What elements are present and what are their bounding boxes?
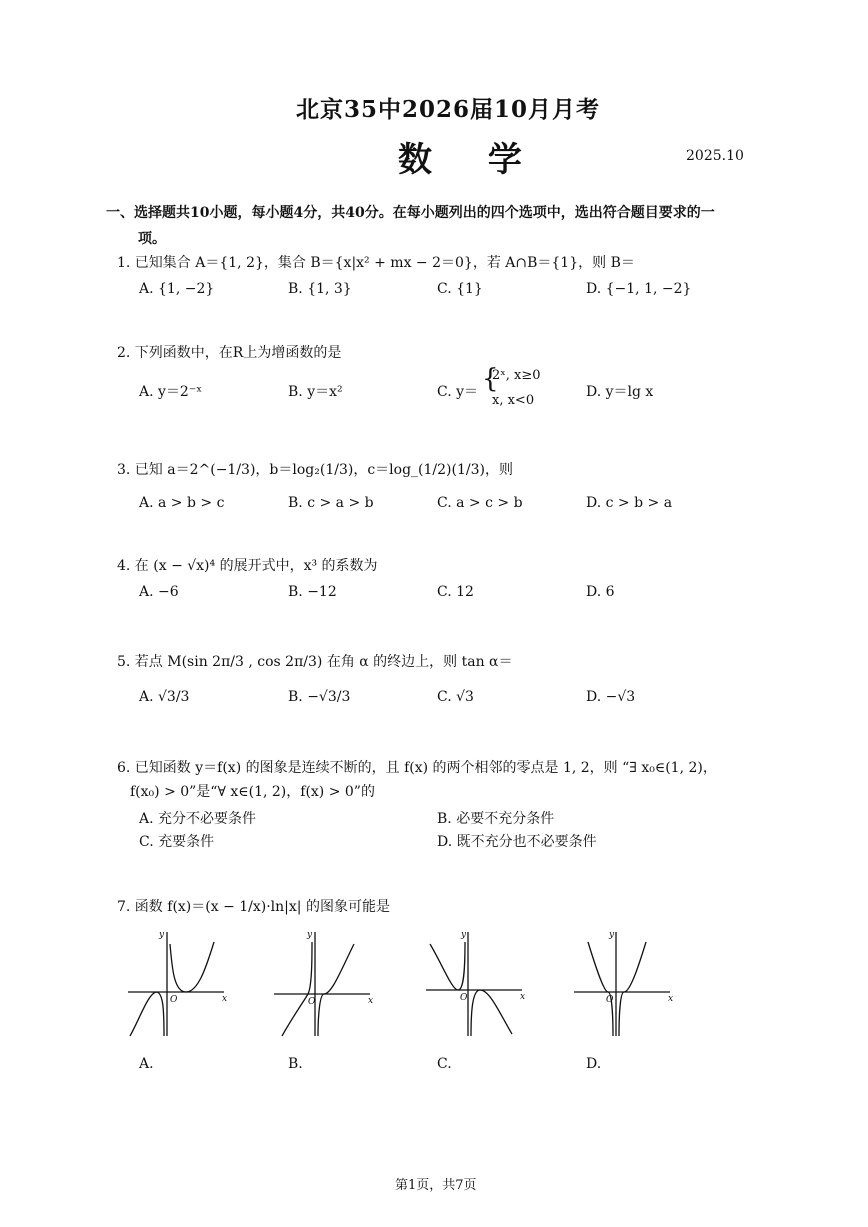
q6-option-c: C. 充要条件 [139, 834, 215, 850]
q2-piecewise-row2: x, x<0 [492, 393, 535, 408]
q4-option-b: B. −12 [288, 584, 337, 600]
question-2-stem: 2. 下列函数中，在R上为增函数的是 [117, 345, 342, 361]
section-heading-line2: 项。 [138, 231, 166, 247]
question-6-stem-line1: 6. 已知函数 y＝f(x) 的图象是连续不断的，且 f(x) 的两个相邻的零点是 1, 2，则 “∃ x₀∈(1, 2)， [117, 760, 717, 776]
curve-left [430, 942, 465, 990]
q1-option-d: D. {−1, 1, −2} [586, 281, 692, 297]
svg-text:y: y [609, 930, 615, 940]
curve-left [282, 942, 312, 1036]
q2-option-b: B. y＝x² [288, 384, 343, 400]
svg-text:O: O [308, 997, 316, 1007]
q3-option-b: B. c > a > b [288, 495, 374, 511]
question-6-stem-line2: f(x₀) > 0”是“∀ x∈(1, 2)，f(x) > 0”的 [130, 784, 375, 800]
svg-text:y: y [461, 930, 467, 940]
subject-title: 数 学 [398, 140, 544, 180]
q1-option-a: A. {1, −2} [139, 281, 215, 297]
q4-option-d: D. 6 [586, 584, 615, 600]
q1-option-c: C. {1} [437, 281, 483, 297]
q4-option-a: A. −6 [139, 584, 179, 600]
q7-option-b: B. [288, 1056, 303, 1072]
curve-right [619, 942, 646, 1036]
svg-text:O: O [606, 995, 614, 1005]
q7-graph-c [424, 928, 526, 1040]
curve-left [130, 992, 164, 1036]
q7-graph-b [272, 928, 374, 1040]
svg-text:x: x [520, 992, 526, 1002]
curve-right [471, 990, 512, 1036]
q7-graph-a [126, 928, 228, 1040]
q6-option-b: B. 必要不充分条件 [437, 811, 555, 827]
q5-option-b: B. −√3/3 [288, 689, 351, 705]
svg-text:x: x [222, 994, 228, 1004]
q1-option-b: B. {1, 3} [288, 281, 352, 297]
q7-option-a: A. [139, 1056, 154, 1072]
curve-right [170, 942, 214, 992]
svg-text:O: O [170, 995, 178, 1005]
q2-option-c: C. y＝ [437, 384, 479, 400]
q5-option-d: D. −√3 [586, 689, 636, 705]
question-4-stem: 4. 在 (x − √x)⁴ 的展开式中，x³ 的系数为 [117, 558, 378, 574]
question-7-stem: 7. 函数 f(x)＝(x − 1/x)·ln|x| 的图象可能是 [117, 899, 390, 915]
svg-text:x: x [368, 996, 374, 1006]
q3-option-a: A. a > b > c [139, 495, 225, 511]
q7-option-d: D. [586, 1056, 602, 1072]
q3-option-c: C. a > c > b [437, 495, 523, 511]
question-3-stem: 3. 已知 a＝2^(−1/3)，b＝log₂(1/3)，c＝log_(1/2)(1/3)，则 [117, 462, 513, 478]
q5-option-c: C. √3 [437, 689, 474, 705]
q6-option-a: A. 充分不必要条件 [139, 811, 257, 827]
curve-left [588, 942, 613, 1036]
q2-option-d: D. y＝lg x [586, 384, 654, 400]
question-5-stem: 5. 若点 M(sin 2π/3 , cos 2π/3) 在角 α 的终边上，则 tan α＝ [117, 654, 513, 670]
q6-option-d: D. 既不充分也不必要条件 [437, 834, 597, 850]
q7-option-c: C. [437, 1056, 452, 1072]
exam-date: 2025.10 [686, 148, 744, 164]
q7-graph-d [572, 928, 674, 1040]
svg-text:O: O [460, 993, 468, 1003]
exam-title: 北京35中2026届10月月考 [296, 96, 601, 123]
svg-text:y: y [307, 930, 313, 940]
q5-option-a: A. √3/3 [139, 689, 190, 705]
svg-text:y: y [159, 930, 165, 940]
q4-option-c: C. 12 [437, 584, 474, 600]
section-heading-line1: 一、选择题共10小题，每小题4分，共40分。在每小题列出的四个选项中，选出符合题目要求的一 [106, 205, 715, 221]
question-1-stem: 1. 已知集合 A＝{1, 2}，集合 B＝{x|x² + mx − 2＝0}，若 A∩B＝{1}，则 B＝ [117, 255, 635, 271]
curve-right [318, 944, 354, 1036]
piecewise-brace: { [482, 364, 499, 394]
q3-option-d: D. c > b > a [586, 495, 673, 511]
svg-text:x: x [668, 994, 674, 1004]
page-footer: 第1页，共7页 [395, 1178, 477, 1193]
q2-option-a: A. y＝2⁻ˣ [139, 384, 203, 400]
q2-piecewise-row1: 2ˣ, x≥0 [492, 368, 541, 383]
